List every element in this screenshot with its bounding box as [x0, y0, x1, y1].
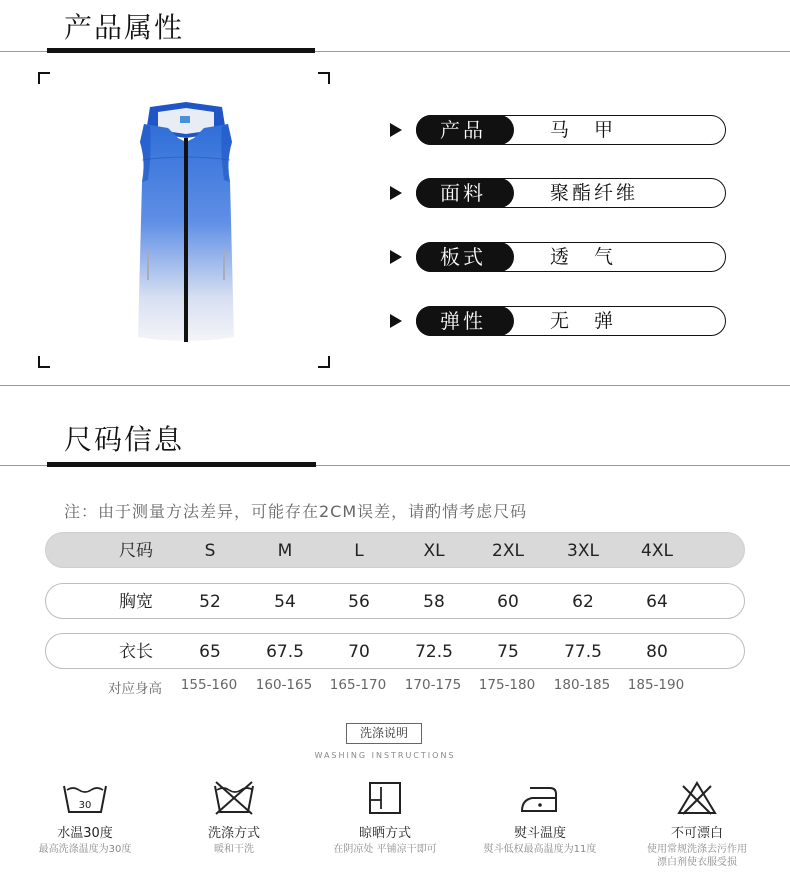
- wash-item-title: 熨斗温度: [513, 826, 566, 841]
- height-cell: 185-190: [627, 677, 685, 693]
- wash-item-desc: 在阴凉处 平铺凉干即可: [333, 844, 437, 855]
- wash-item-bleach: [622, 780, 772, 869]
- table-cell: 77.5: [564, 642, 602, 662]
- attribute-row-elasticity: [390, 306, 730, 336]
- height-cell: 175-180: [478, 677, 536, 693]
- size-title-underline: [47, 462, 316, 467]
- size-note: 注：由于测量方法差异，可能存在2CM误差，请酌情考虑尺码: [64, 502, 528, 521]
- table-cell: 60: [497, 592, 519, 612]
- table-header-cell: S: [204, 541, 216, 561]
- table-cell: 64: [646, 592, 668, 612]
- attribute-key: 弹性: [416, 306, 514, 336]
- table-cell: 62: [572, 592, 594, 612]
- wash-item-title: 不可漂白: [670, 826, 723, 841]
- attribute-row-fabric: [390, 178, 730, 208]
- dry-icon: [361, 780, 409, 816]
- table-header-cell: 3XL: [567, 541, 599, 561]
- arrow-right-icon: [390, 123, 402, 137]
- table-header-cell: 2XL: [492, 541, 524, 561]
- table-header-cell: M: [277, 541, 293, 561]
- frame-corner: [38, 72, 50, 84]
- table-cell: 72.5: [415, 642, 453, 662]
- no-bleach-icon: [673, 780, 721, 816]
- table-header-cell: L: [354, 541, 364, 561]
- height-cell: 155-160: [180, 677, 238, 693]
- wash-temp-badge: 30: [78, 800, 92, 811]
- height-cell: 180-185: [553, 677, 611, 693]
- height-cell: 165-170: [329, 677, 387, 693]
- height-cell: 160-165: [255, 677, 313, 693]
- attribute-row-product: [390, 115, 730, 145]
- attribute-value: 无 弹: [550, 310, 617, 332]
- table-header-cell: XL: [423, 541, 445, 561]
- frame-corner: [38, 356, 50, 368]
- attribute-key: 面料: [416, 178, 514, 208]
- size-section-title: 尺码信息: [64, 423, 185, 456]
- attribute-value: 透 气: [550, 246, 617, 268]
- table-row: [45, 583, 745, 619]
- table-cell: 65: [199, 642, 221, 662]
- wash-item-desc: 最高洗涤温度为30度: [38, 844, 132, 855]
- product-image-frame: [38, 72, 330, 368]
- wash-item-method: [159, 780, 309, 856]
- attribute-row-style: [390, 242, 730, 272]
- table-cell: 67.5: [266, 642, 304, 662]
- no-wash-icon: [210, 780, 258, 816]
- wash-item-desc: 熨斗低权最高温度为11度: [483, 844, 597, 855]
- attribute-key: 产品: [416, 115, 514, 145]
- table-header-cell: 4XL: [641, 541, 673, 561]
- wash-item-desc: 使用常规洗涤去污作用 漂白剂使衣服受损: [647, 844, 747, 868]
- section-divider: [0, 385, 790, 386]
- wash-item-title: 洗涤方式: [207, 826, 260, 841]
- table-cell: 58: [423, 592, 445, 612]
- wash-item-ironing: [465, 780, 615, 856]
- wash-item-desc: 暖和干洗: [214, 844, 254, 855]
- table-row-label: 胸宽: [119, 592, 153, 612]
- table-cell: 54: [274, 592, 296, 612]
- table-header-label: 尺码: [119, 541, 153, 561]
- attribute-value: 聚酯纤维: [550, 182, 639, 204]
- attribute-key: 板式: [416, 242, 514, 272]
- attributes-title-underline: [47, 48, 315, 53]
- wash-item-title: 水温30度: [57, 826, 113, 841]
- table-row: [45, 633, 745, 669]
- arrow-right-icon: [390, 314, 402, 328]
- table-cell: 52: [199, 592, 221, 612]
- size-table-header: [45, 532, 745, 568]
- height-row-label: 对应身高: [108, 681, 162, 697]
- table-cell: 80: [646, 642, 668, 662]
- washing-subtitle: WASHING INSTRUCTIONS: [314, 751, 456, 760]
- height-row: [45, 677, 745, 697]
- wash-item-temperature: [10, 780, 160, 856]
- table-cell: 75: [497, 642, 519, 662]
- frame-corner: [318, 72, 330, 84]
- table-row-label: 衣长: [119, 642, 153, 662]
- washing-title: 洗涤说明: [346, 723, 422, 744]
- arrow-right-icon: [390, 250, 402, 264]
- iron-icon: [516, 780, 564, 816]
- arrow-right-icon: [390, 186, 402, 200]
- table-cell: 56: [348, 592, 370, 612]
- vest-product-image: [122, 102, 252, 347]
- wash-item-drying: [310, 780, 460, 856]
- frame-corner: [318, 356, 330, 368]
- wash-item-title: 晾晒方式: [358, 826, 411, 841]
- attribute-value: 马 甲: [550, 119, 617, 141]
- table-cell: 70: [348, 642, 370, 662]
- wash-30-icon: [61, 780, 109, 816]
- attributes-section-title: 产品属性: [64, 11, 185, 44]
- height-cell: 170-175: [404, 677, 462, 693]
